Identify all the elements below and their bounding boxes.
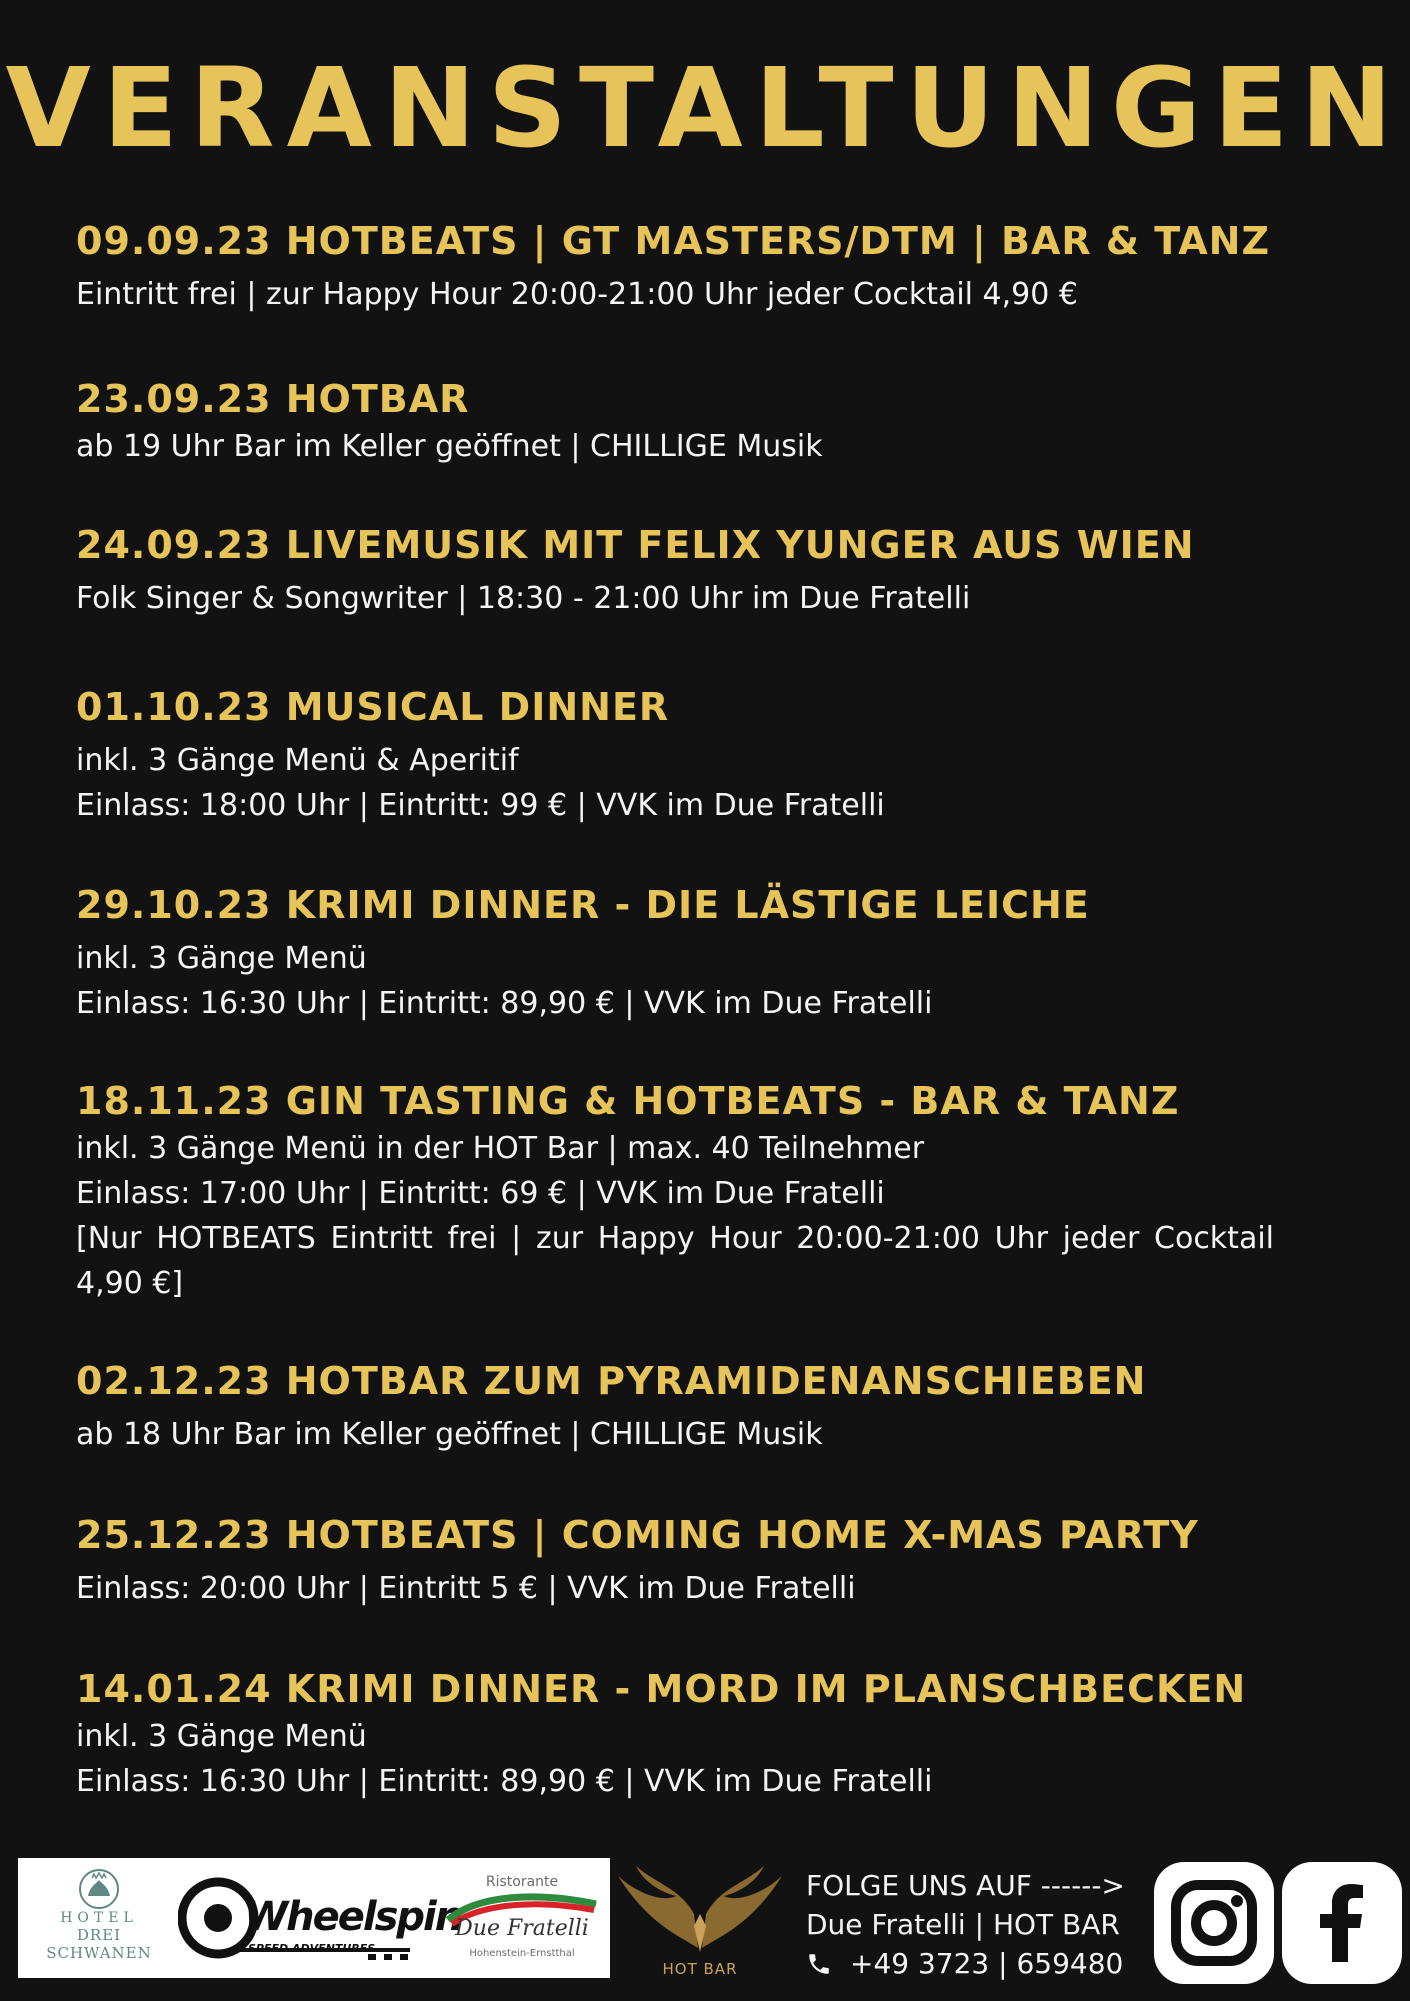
event-detail: inkl. 3 Gänge Menü & Aperitif (76, 743, 519, 778)
phone-number: +49 3723 | 659480 (850, 1947, 1124, 1980)
hotel-drei-schwanen-logo (24, 1864, 174, 1972)
restaurant-name: Due Fratelli (455, 1916, 589, 1941)
event-detail: Einlass: 17:00 Uhr | Eintritt: 69 € | VVK im Due Fratelli (76, 1176, 885, 1211)
event-detail: inkl. 3 Gänge Menü in der HOT Bar | max. 40 Teilnehmer (76, 1131, 925, 1166)
facebook-icon (1282, 1862, 1402, 1984)
event-detail: [Nur HOTBEATS Eintritt frei | zur Happy Hour 20:00-21:00 Uhr jeder Cocktail 4,90 €] (76, 1221, 1274, 1301)
follow-names: Due Fratelli | HOT BAR (806, 1908, 1120, 1941)
event-title: 09.09.23 HOTBEATS | GT MASTERS/DTM | BAR & TANZ (76, 219, 1271, 263)
event-3 (76, 682, 1276, 828)
event-title: 24.09.23 LIVEMUSIK MIT FELIX YUNGER AUS WIEN (76, 523, 1195, 567)
phone-row (806, 1944, 1125, 1983)
event-title: 18.11.23 GIN TASTING & HOTBEATS - BAR & TANZ (76, 1079, 1180, 1123)
event-0 (76, 216, 1276, 317)
event-detail: Eintritt frei | zur Happy Hour 20:00-21:00 Uhr jeder Cocktail 4,90 € (76, 277, 1078, 312)
event-title: 23.09.23 HOTBAR (76, 377, 470, 421)
event-detail: ab 19 Uhr Bar im Keller geöffnet | CHILLIGE Musik (76, 429, 823, 464)
event-detail: Folk Singer & Songwriter | 18:30 - 21:00 Uhr im Due Fratelli (76, 581, 971, 616)
event-6 (76, 1356, 1276, 1457)
event-detail: Einlass: 20:00 Uhr | Eintritt 5 € | VVK im Due Fratelli (76, 1571, 856, 1606)
event-title: 01.10.23 MUSICAL DINNER (76, 685, 670, 729)
event-2 (76, 520, 1276, 621)
hotel-name: DREI SCHWANEN (46, 1926, 152, 1962)
phone-icon (806, 1951, 832, 1977)
due-fratelli-logo (438, 1864, 606, 1972)
event-title: 25.12.23 HOTBEATS | COMING HOME X-MAS PARTY (76, 1513, 1199, 1557)
event-title: 14.01.24 KRIMI DINNER - MORD IM PLANSCHBECKEN (76, 1667, 1247, 1711)
hot-bar-label: HOT BAR (662, 1960, 738, 1978)
event-title: 29.10.23 KRIMI DINNER - DIE LÄSTIGE LEICHE (76, 883, 1090, 927)
event-detail: inkl. 3 Gänge Menü (76, 941, 367, 976)
facebook-button[interactable] (1282, 1862, 1402, 1984)
event-5 (76, 1076, 1276, 1306)
follow-label: FOLGE UNS AUF ------> (806, 1869, 1125, 1902)
page-title: VERANSTALTUNGEN (5, 44, 1405, 172)
event-4 (76, 880, 1276, 1026)
event-detail: inkl. 3 Gänge Menü (76, 1719, 367, 1754)
wheelspin-tagline: SPEED ADVENTURES (248, 1942, 376, 1955)
swan-crest-icon (76, 1868, 122, 1910)
instagram-icon (1154, 1862, 1274, 1984)
restaurant-label: Ristorante (485, 1874, 559, 1890)
event-title: 02.12.23 HOTBAR ZUM PYRAMIDENANSCHIEBEN (76, 1359, 1147, 1403)
wheelspin-logo (178, 1864, 462, 1972)
hotel-word: HOTEL (60, 1910, 138, 1926)
sponsor-logo-strip (18, 1858, 610, 1978)
event-detail: Einlass: 16:30 Uhr | Eintritt: 89,90 € | VVK im Due Fratelli (76, 1764, 933, 1799)
instagram-button[interactable] (1154, 1862, 1274, 1984)
hot-bar-logo (610, 1856, 790, 1986)
event-8 (76, 1664, 1276, 1804)
restaurant-place: Hohenstein-Ernstthal (469, 1948, 575, 1959)
event-detail: ab 18 Uhr Bar im Keller geöffnet | CHILLIGE Musik (76, 1417, 823, 1452)
wheelspin-name: Wheelspin (244, 1894, 462, 1940)
event-detail: Einlass: 18:00 Uhr | Eintritt: 99 € | VVK im Due Fratelli (76, 788, 885, 823)
event-1 (76, 374, 1276, 469)
golden-wings-icon (610, 1856, 790, 1966)
event-detail: Einlass: 16:30 Uhr | Eintritt: 89,90 € | VVK im Due Fratelli (76, 986, 933, 1021)
event-7 (76, 1510, 1276, 1611)
follow-us-block (806, 1866, 1125, 1983)
